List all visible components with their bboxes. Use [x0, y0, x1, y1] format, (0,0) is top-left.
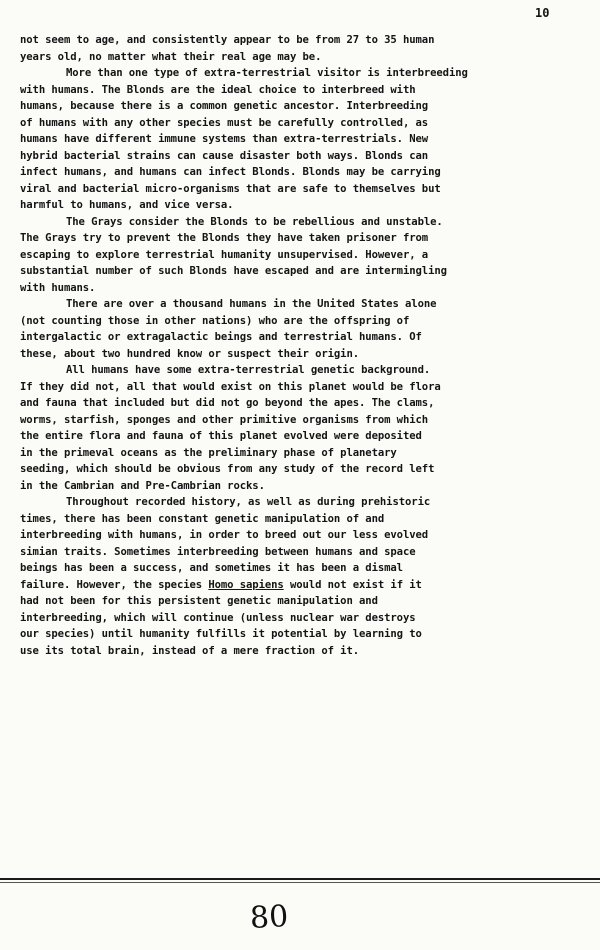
text-line: and fauna that included but did not go beyond the apes. The clams,	[20, 397, 435, 409]
text-line: use its total brain, instead of a mere fraction of it.	[20, 644, 360, 657]
text-line-with-underline	[20, 577, 590, 594]
species-name-underlined: Homo sapiens	[208, 578, 284, 591]
text-line: simian traits. Sometimes interbreeding between humans and space	[20, 545, 416, 558]
text-line: escaping to explore terrestrial humanity unsupervised. However, a	[20, 248, 429, 261]
text-line: If they did not, all that would exist on this planet would be flora	[20, 380, 441, 393]
paragraph-start-line: The Grays consider the Blonds to be rebellious and unstable.	[66, 215, 443, 228]
line-head: failure. However, the species	[20, 578, 209, 591]
text-line: humans, because there is a common genetic ancestor. Interbreeding	[20, 100, 429, 112]
footer-rule-secondary	[0, 882, 600, 883]
paragraph-start-line: All humans have some extra-terrestrial genetic background.	[66, 364, 431, 376]
body-text	[20, 32, 590, 659]
text-line: not seem to age, and consistently appear to be from 27 to 35 human	[20, 34, 435, 46]
text-line: The Grays try to prevent the Blonds they have taken prisoner from	[20, 232, 429, 244]
text-line: substantial number of such Blonds have escaped and are intermingling	[20, 265, 447, 277]
text-line: worms, starfish, sponges and other primitive organisms from which	[20, 413, 429, 426]
paragraph-start-line: There are over a thousand humans in the United States alone	[66, 298, 437, 310]
text-line: (not counting those in other nations) who are the offspring of	[20, 314, 410, 327]
footer-rule	[0, 878, 600, 880]
text-line: harmful to humans, and vice versa.	[20, 199, 234, 211]
text-line: years old, no matter what their real age may be.	[20, 50, 322, 63]
text-line: seeding, which should be obvious from any study of the record left	[20, 463, 435, 475]
text-line: times, there has been constant genetic manipulation of and	[20, 512, 385, 525]
text-line: in the primeval oceans as the preliminary phase of planetary	[20, 446, 397, 459]
text-line: interbreeding with humans, in order to breed out our less evolved	[20, 529, 429, 541]
text-line: intergalactic or extragalactic beings and terrestrial humans. Of	[20, 331, 422, 343]
text-line: our species) until humanity fulfills it potential by learning to	[20, 628, 422, 640]
text-line: infect humans, and humans can infect Blonds. Blonds may be carrying	[20, 166, 441, 178]
line-tail: would not exist if it	[283, 578, 422, 591]
text-line: with humans.	[20, 281, 96, 294]
text-line: the entire flora and fauna of this planet evolved were deposited	[20, 430, 422, 442]
page-number: 10	[535, 6, 550, 20]
text-line: beings has been a success, and sometimes it has been a dismal	[20, 562, 403, 574]
text-line: with humans. The Blonds are the ideal choice to interbreed with	[20, 83, 416, 96]
paragraph-start-line: Throughout recorded history, as well as during prehistoric	[66, 496, 431, 508]
text-line: viral and bacterial micro-organisms that are safe to themselves but	[20, 182, 441, 195]
text-line: had not been for this persistent genetic manipulation and	[20, 595, 378, 607]
text-line: in the Cambrian and Pre-Cambrian rocks.	[20, 479, 265, 492]
text-line: of humans with any other species must be carefully controlled, as	[20, 116, 429, 129]
text-line: humans have different immune systems than extra-terrestrials. New	[20, 133, 429, 145]
handwritten-page-number: 80	[249, 899, 290, 936]
text-line: interbreeding, which will continue (unless nuclear war destroys	[20, 611, 416, 624]
text-line: hybrid bacterial strains can cause disaster both ways. Blonds can	[20, 149, 429, 162]
text-line: these, about two hundred know or suspect their origin.	[20, 347, 360, 360]
paragraph-start-line: More than one type of extra-terrestrial visitor is interbreeding	[66, 67, 468, 79]
